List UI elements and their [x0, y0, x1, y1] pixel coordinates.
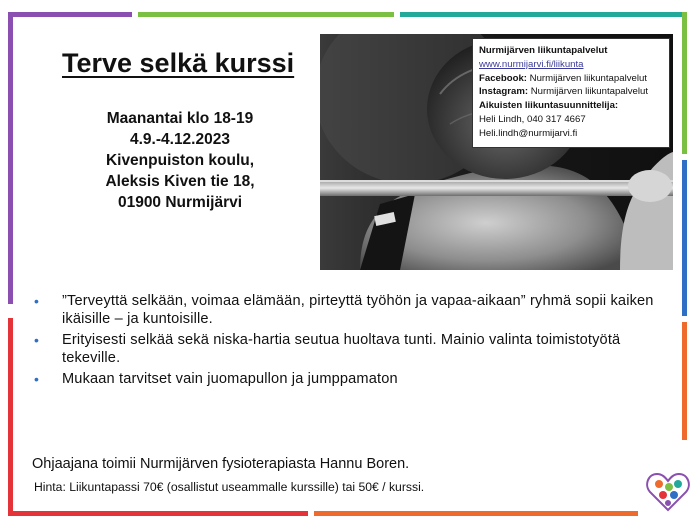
course-postal: 01900 Nurmijärvi: [117, 194, 243, 211]
list-item-text: ”Terveyttä selkään, voimaa elämään, pirteyttä työhön ja vapaa-aikaan” ryhmä sopii kaiken ikäisille – ja kuntoisille.: [62, 293, 654, 327]
instructor-text: Ohjaajana toimii Nurmijärven fysioterapiasta Hannu Boren.: [32, 456, 410, 472]
course-street: Aleksis Kiven tie 18,: [105, 173, 255, 190]
list-item: [34, 292, 664, 328]
facebook-value: Nurmijärven liikuntapalvelut: [529, 72, 647, 84]
planner-name-phone: Heli Lindh, 040 317 4667: [479, 113, 586, 125]
frame-bottom-orange: [314, 511, 638, 516]
bullet-dot-icon: •: [34, 332, 40, 348]
website-link[interactable]: www.nurmijarvi.fi/liikunta: [479, 58, 584, 70]
list-item-text: Mukaan tarvitset vain juomapullon ja jumppamaton: [62, 371, 398, 387]
list-item: [34, 331, 664, 367]
bullet-dot-icon: •: [34, 293, 40, 309]
frame-left-purple: [8, 12, 13, 304]
contact-box: [472, 38, 670, 148]
course-venue: Kivenpuiston koulu,: [105, 152, 255, 169]
planner-email: Heli.lindh@nurmijarvi.fi: [479, 127, 578, 139]
frame-bottom-red: [8, 511, 308, 516]
list-item-text: Erityisesti selkää sekä niska-hartia seutua huoltava tunti. Mainio valinta toimistotyötä tekeville.: [62, 332, 621, 366]
instagram-value: Nurmijärven liikuntapalvelut: [530, 86, 649, 98]
frame-top-purple: [8, 12, 132, 17]
frame-top-teal: [400, 12, 687, 17]
facebook-row: [479, 72, 663, 86]
instagram-label: Instagram:: [479, 86, 529, 98]
heart-logo-icon: [646, 470, 690, 512]
frame-right-blue: [682, 160, 687, 316]
feature-list: [34, 292, 664, 391]
facebook-label: Facebook:: [479, 72, 527, 84]
instagram-row: [479, 85, 663, 99]
bullet-dot-icon: •: [34, 371, 40, 387]
page-title: Terve selkä kurssi: [62, 48, 295, 78]
frame-right-green: [682, 12, 687, 154]
planner-label: Aikuisten liikuntasuunnittelija:: [479, 100, 619, 112]
frame-right-orange: [682, 322, 687, 440]
course-time: Maanantai klo 18-19: [106, 110, 254, 127]
course-dates: 4.9.-4.12.2023: [130, 131, 230, 148]
contact-org: Nurmijärven liikuntapalvelut: [479, 45, 608, 56]
price-text: Hinta: Liikuntapassi 70€ (osallistut useammalle kurssille) tai 50€ / kurssi.: [34, 480, 425, 494]
list-item: [34, 370, 664, 388]
frame-left-red: [8, 318, 13, 516]
frame-top-green: [138, 12, 394, 17]
course-details: [70, 108, 290, 213]
